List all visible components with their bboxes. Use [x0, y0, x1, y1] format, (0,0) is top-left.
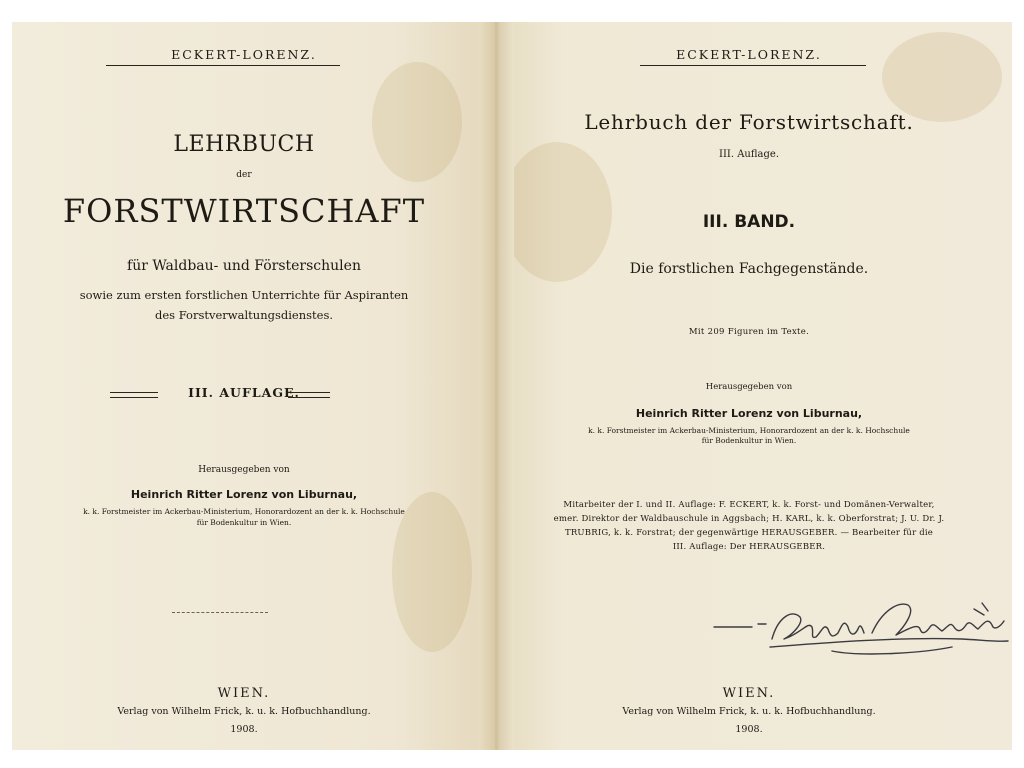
publisher: Verlag von Wilhelm Frick, k. u. k. Hofbuchhandlung.: [117, 706, 371, 717]
figures-note: Mit 209 Figuren im Texte.: [688, 327, 810, 337]
author-header: ECKERT-LORENZ.: [676, 47, 822, 62]
paper-stain: [372, 62, 462, 182]
contributors-line-3: TRUBRIG, k. k. Forstrat; der gegenwärtige HERAUSGEBER. — Bearbeiter für die: [564, 528, 934, 538]
editor-intro: Herausgegeben von: [198, 465, 290, 475]
subtitle-2: sowie zum ersten forstlichen Unterrichte für Aspiranten: [79, 288, 409, 302]
title-line1: LEHRBUCH: [173, 132, 315, 157]
subtitle-3: des Forstverwaltungsdienstes.: [154, 308, 334, 322]
book-title: Lehrbuch der Forstwirtschaft.: [584, 110, 914, 134]
ornament-rule: [172, 612, 268, 613]
header-rule: [640, 65, 866, 66]
volume-title: Die forstlichen Fachgegenstände.: [629, 261, 869, 277]
subtitle-1: für Waldbau- und Försterschulen: [127, 258, 361, 274]
right-page: [502, 22, 1012, 750]
publisher: Verlag von Wilhelm Frick, k. u. k. Hofbuchhandlung.: [622, 706, 876, 717]
main-title: FORSTWIRTSCHAFT: [62, 192, 426, 230]
editor-intro: Herausgegeben von: [705, 382, 793, 392]
editor-name: Heinrich Ritter Lorenz von Liburnau,: [635, 407, 863, 420]
handwritten-signature: [712, 587, 1012, 667]
book-spread: [12, 22, 1012, 750]
edition-rule-right: [288, 392, 330, 398]
paper-stain: [392, 492, 472, 652]
city: WIEN.: [722, 686, 776, 701]
contributors-line-2: emer. Direktor der Waldbauschule in Aggsbach; H. KARL, k. k. Oberforstrat; J. U. Dr. J.: [553, 514, 945, 524]
editor-description-2: für Bodenkultur in Wien.: [701, 436, 797, 445]
editor-description-1: k. k. Forstmeister im Ackerbau-Ministerium, Honorardozent an der k. k. Hochschule: [588, 426, 910, 435]
editor-description-1: k. k. Forstmeister im Ackerbau-Ministerium, Honorardozent an der k. k. Hochschule: [83, 507, 405, 516]
contributors-line-4: III. Auflage: Der HERAUSGEBER.: [672, 542, 826, 552]
header-rule: [106, 65, 340, 66]
left-page: [12, 22, 490, 750]
edition-label: III. AUFLAGE.: [188, 385, 300, 400]
editor-description-2: für Bodenkultur in Wien.: [196, 518, 292, 527]
book-gutter: [478, 22, 514, 750]
title-der: der: [236, 170, 252, 180]
volume-label: III. BAND.: [702, 212, 796, 232]
author-header: ECKERT-LORENZ.: [171, 47, 317, 62]
year: 1908.: [735, 724, 763, 735]
city: WIEN.: [217, 686, 271, 701]
paper-stain: [882, 32, 1002, 122]
edition-label: III. Auflage.: [719, 149, 779, 160]
editor-name: Heinrich Ritter Lorenz von Liburnau,: [130, 488, 358, 501]
year: 1908.: [230, 724, 258, 735]
contributors-line-1: Mitarbeiter der I. und II. Auflage: F. ECKERT, k. k. Forst- und Domänen-Verwalter,: [563, 500, 935, 510]
